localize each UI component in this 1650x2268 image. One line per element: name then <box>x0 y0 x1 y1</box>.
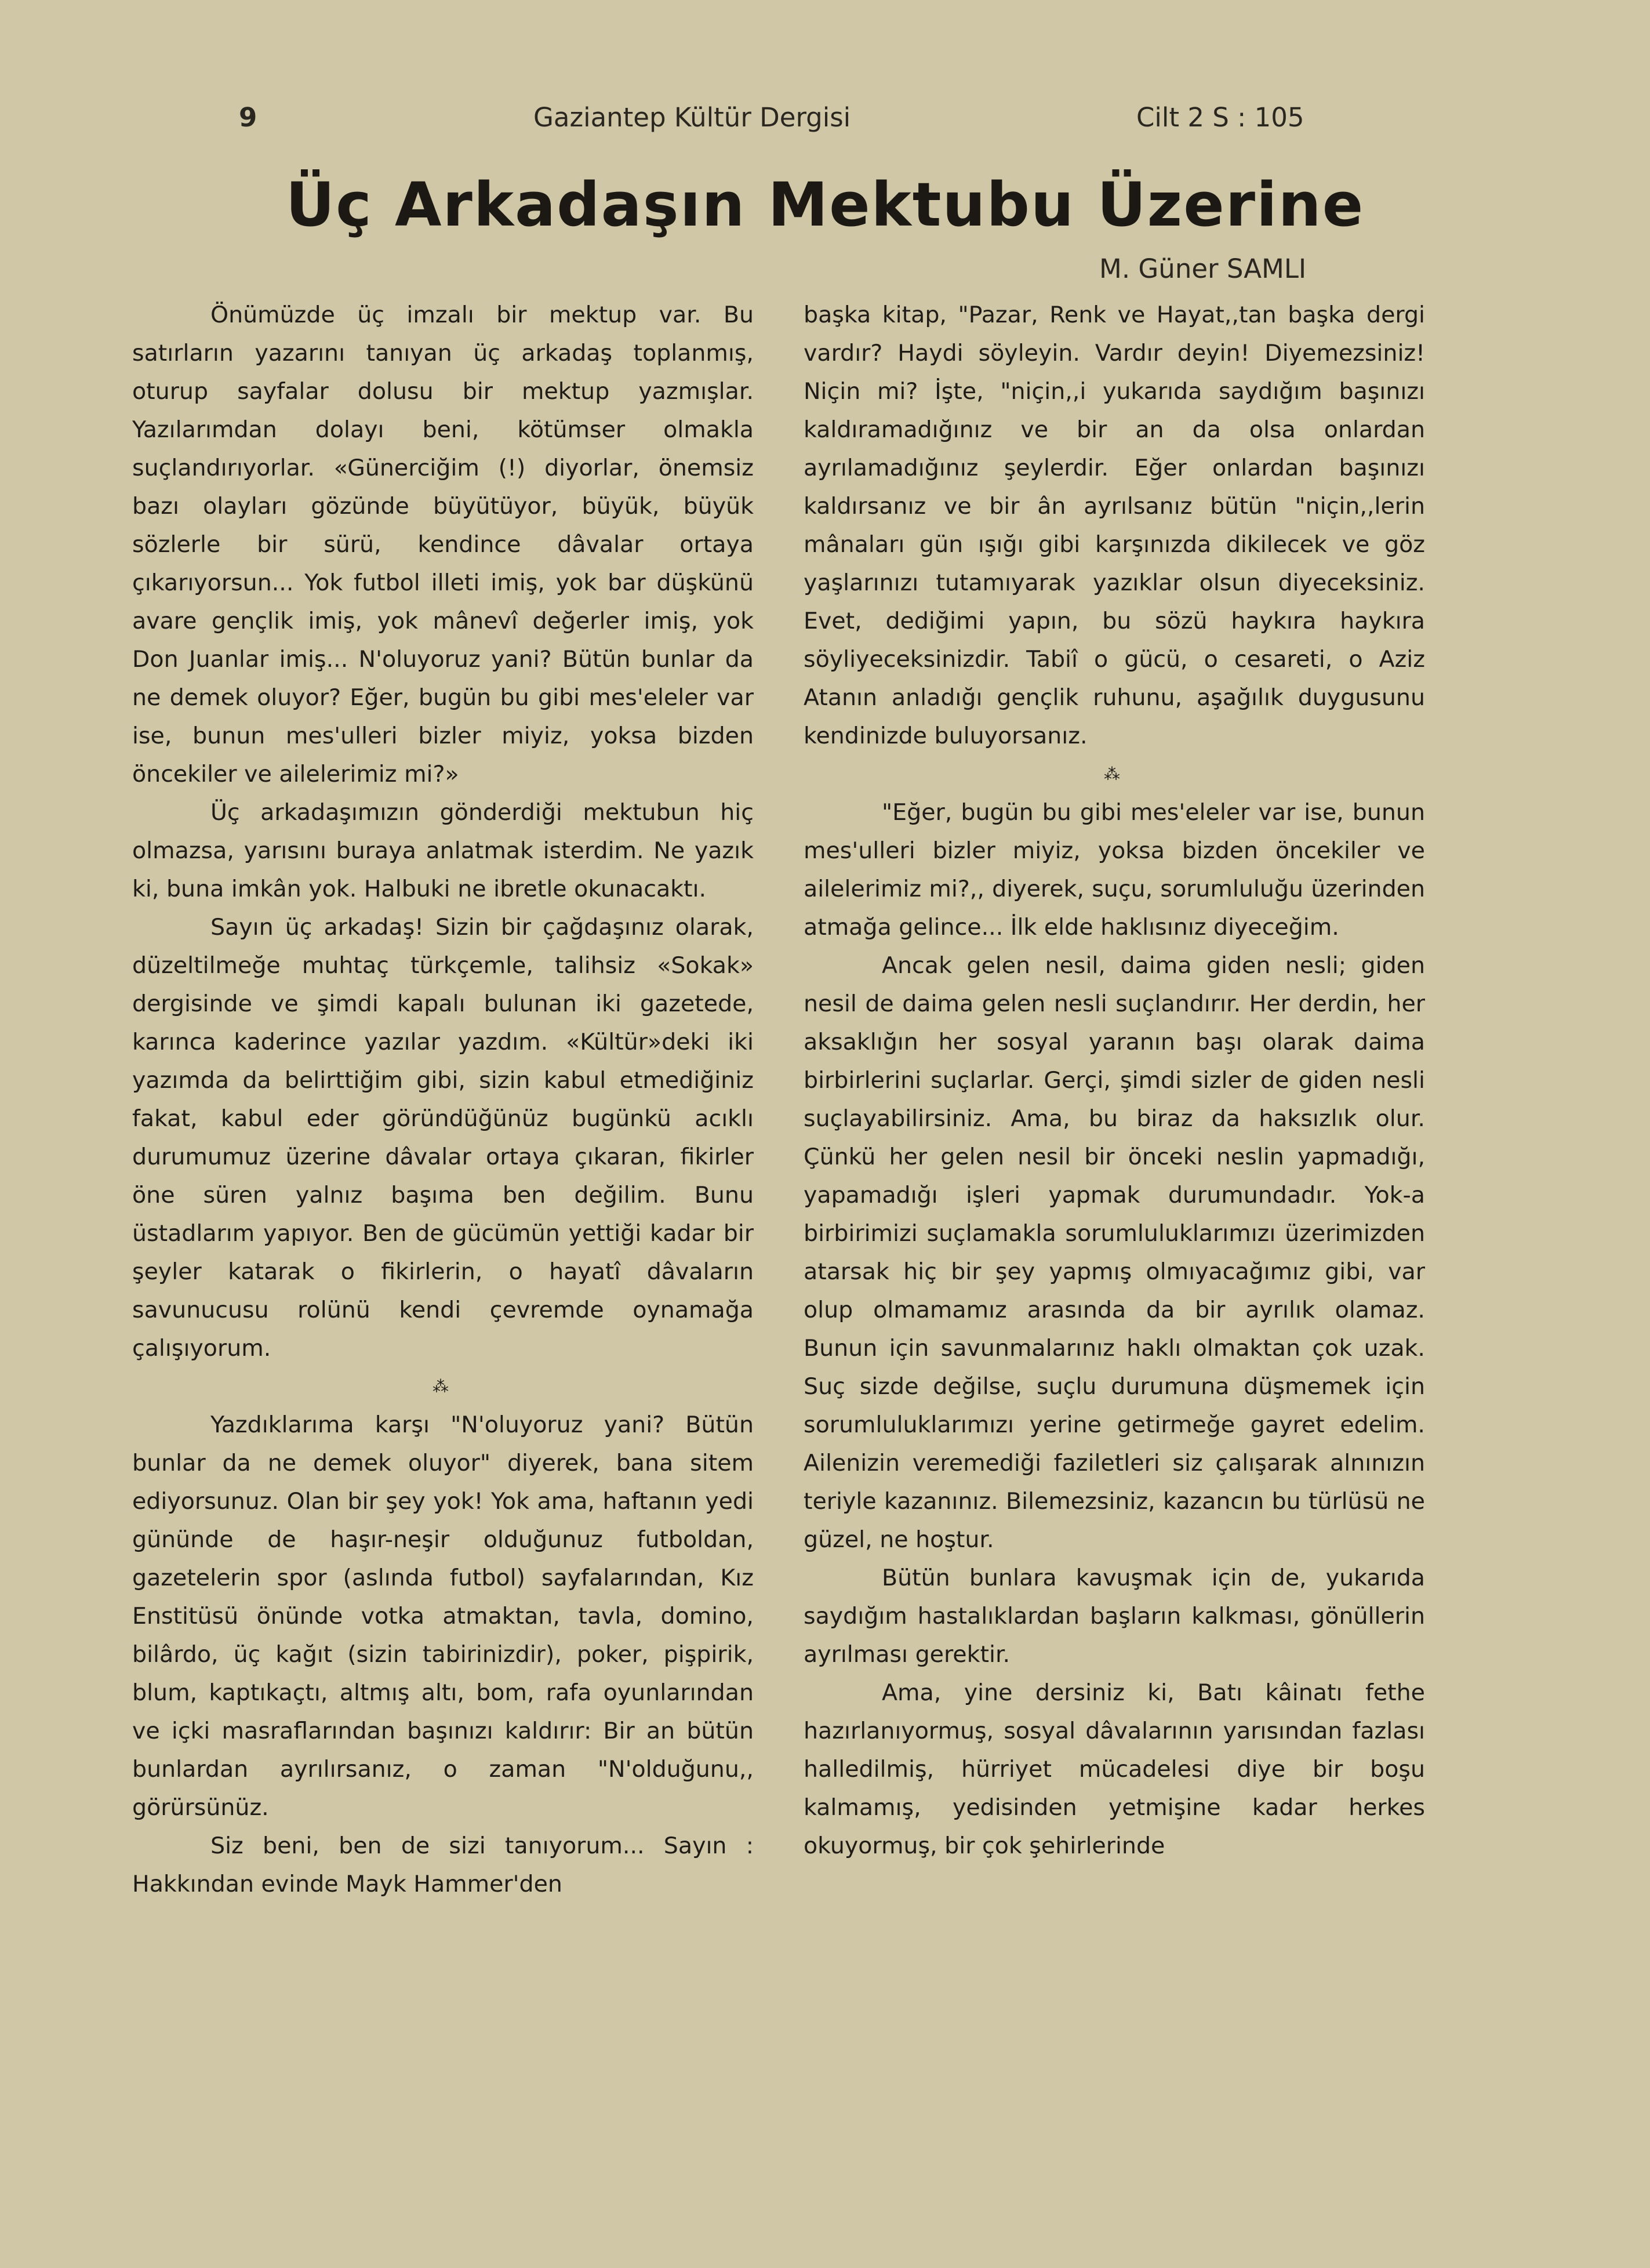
right-column <box>804 296 1425 1865</box>
page-number: 9 <box>239 102 257 133</box>
paragraph: Ama, yine dersiniz ki, Batı kâinatı fethe hazırlanıyormuş, sosyal dâvalarının yarısından fazlası halledilmiş, hürriyet mücadelesi diye bir boşu kalmamış, yedisinden yetmişine kadar herkes okuyormuş, bir çok şehirlerinde <box>804 1679 1425 1859</box>
journal-name: Gaziantep Kültür Dergisi <box>533 102 851 133</box>
paragraph: Siz beni, ben de sizi tanıyorum... Sayın : Hakkından evinde Mayk Hammer'den <box>132 1832 754 1897</box>
paragraph: Bütün bunlara kavuşmak için de, yukarıda saydığım hastalıklardan başların kalkması, gönüllerin ayrılması gerektir. <box>804 1565 1425 1668</box>
paragraph: Üç arkadaşımızın gönderdiği mektubun hiç olmazsa, yarısını buraya anlatmak isterdim. Ne yazık ki, buna imkân yok. Halbuki ne ibretle okunacaktı. <box>132 799 754 902</box>
paragraph: "Eğer, bugün bu gibi mes'eleler var ise, bunun mes'ulleri bizler miyiz, yoksa bizden öncekiler ve ailelerimiz mi?,, diyerek, suçu, sorumluluğu üzerinden atmağa gelince... İlk elde haklısınız diyeceğim. <box>804 799 1425 941</box>
issue-number: Cilt 2 S : 105 <box>1136 102 1304 133</box>
section-separator: ⁂ <box>1104 764 1125 783</box>
paragraph: Ancak gelen nesil, daima giden nesli; giden nesil de daima gelen nesli suçlandırır. Her derdin, her aksaklığın her sosyal yaranın başı olarak daima birbirlerini suçlarlar. Gerçi, şimdi sizler de giden nesli suçlayabilirsiniz. Ama, bu biraz da haksızlık olur. Çünkü her gelen nesil bir önceki neslin yapmadığı, yapamadığı işleri yapmak durumundadır. Yok-a birbirimizi suçlamakla sorumluluklarımızı üzerimizden atarsak hiç bir şey yapmış olmıyacağımız gibi, var olup olmamamız arasında da bir ayrılık olamaz. Bunun için savunmalarınız haklı olmaktan çok uzak. Suç sizde değilse, suçlu durumuna düşmemek için sorumluluklarımızı yerine getirmeğe gayret edelim. Ailenizin veremediği faziletleri siz çalışarak alnınızın teriyle kazanınız. Bilemezsiniz, kazancın bu türlüsü ne güzel, ne hoştur. <box>804 952 1425 1553</box>
paragraph: Yazdıklarıma karşı "N'oluyoruz yani? Bütün bunlar da ne demek oluyor" diyerek, bana sitem ediyorsunuz. Olan bir şey yok! Yok ama, haftanın yedi gününde de haşır-neşir olduğunuz futboldan, gazetelerin spor (aslında futbol) sayfalarından, Kız Enstitüsü önünde votka atmaktan, tavla, domino, bilârdo, üç kağıt (sizin tabirinizdir), poker, pişpirik, blum, kaptıkaçtı, altmış altı, bom, rafa oyunlarından ve içki masraflarından başınızı kaldırır: Bir an bütün bunlardan ayrılırsanız, o zaman "N'olduğunu,, görürsünüz. <box>132 1411 754 1821</box>
left-column <box>132 296 754 1903</box>
article-author: M. Güner SAMLI <box>1099 253 1307 284</box>
paragraph: Sayın üç arkadaş! Sizin bir çağdaşınız olarak, düzeltilmeğe muhtaç türkçemle, talihsiz «Sokak» dergisinde ve şimdi kapalı bulunan iki gazetede, karınca kaderince yazılar yazdım. «Kültür»deki iki yazımda da belirttiğim gibi, sizin kabul etmediğiniz fakat, kabul eder göründüğünüz bugünkü acıklı durumumuz üzerine dâvalar ortaya çıkaran, fikirler öne süren yalnız başıma ben değilim. Bunu üstadlarım yapıyor. Ben de gücümün yettiği kadar bir şeyler katarak o fikirlerin, o hayatî dâvaların savunucusu rolünü kendi çevremde oynamağa çalışıyorum. <box>132 914 754 1362</box>
section-separator: ⁂ <box>433 1377 453 1396</box>
paragraph: başka kitap, "Pazar, Renk ve Hayat,,tan başka dergi vardır? Haydi söyleyin. Vardır deyin! Diyemezsiniz! Niçin mi? İşte, "niçin,,i yukarıda saydığım başınızı kaldıramadığınız ve bir an da olsa onlardan ayrılamadığınız şeylerdir. Eğer onlardan başınızı kaldırsanız ve bir ân ayrılsanız bütün "niçin,,lerin mânaları gün ışığı gibi karşınızda dikilecek ve göz yaşlarınızı tutamıyarak yazıklar olsun diyeceksiniz. Evet, dediğimi yapın, bu sözü haykıra haykıra söyliyeceksinizdir. Tabiî o gücü, o cesareti, o Aziz Atanın anladığı gençlik ruhunu, aşağılık duygusunu kendinizde buluyorsanız. <box>804 302 1425 749</box>
paragraph: Önümüzde üç imzalı bir mektup var. Bu satırların yazarını tanıyan üç arkadaş toplanmış, oturup sayfalar dolusu bir mektup yazmışlar. Yazılarımdan dolayı beni, kötümser olmakla suçlandırıyorlar. «Günerciğim (!) diyorlar, önemsiz bazı olayları gözünde büyütüyor, büyük, büyük sözlerle bir sürü, kendince dâvalar ortaya çıkarıyorsun... Yok futbol illeti imiş, yok bar düşkünü avare gençlik imiş, yok mânevî değerler imiş, yok Don Juanlar imiş... N'oluyoruz yani? Bütün bunlar da ne demek oluyor? Eğer, bugün bu gibi mes'eleler var ise, bunun mes'ulleri bizler miyiz, yoksa bizden öncekiler ve ailelerimiz mi?» <box>132 302 754 788</box>
article-title: Üç Arkadaşın Mektubu Üzerine <box>285 169 1365 240</box>
